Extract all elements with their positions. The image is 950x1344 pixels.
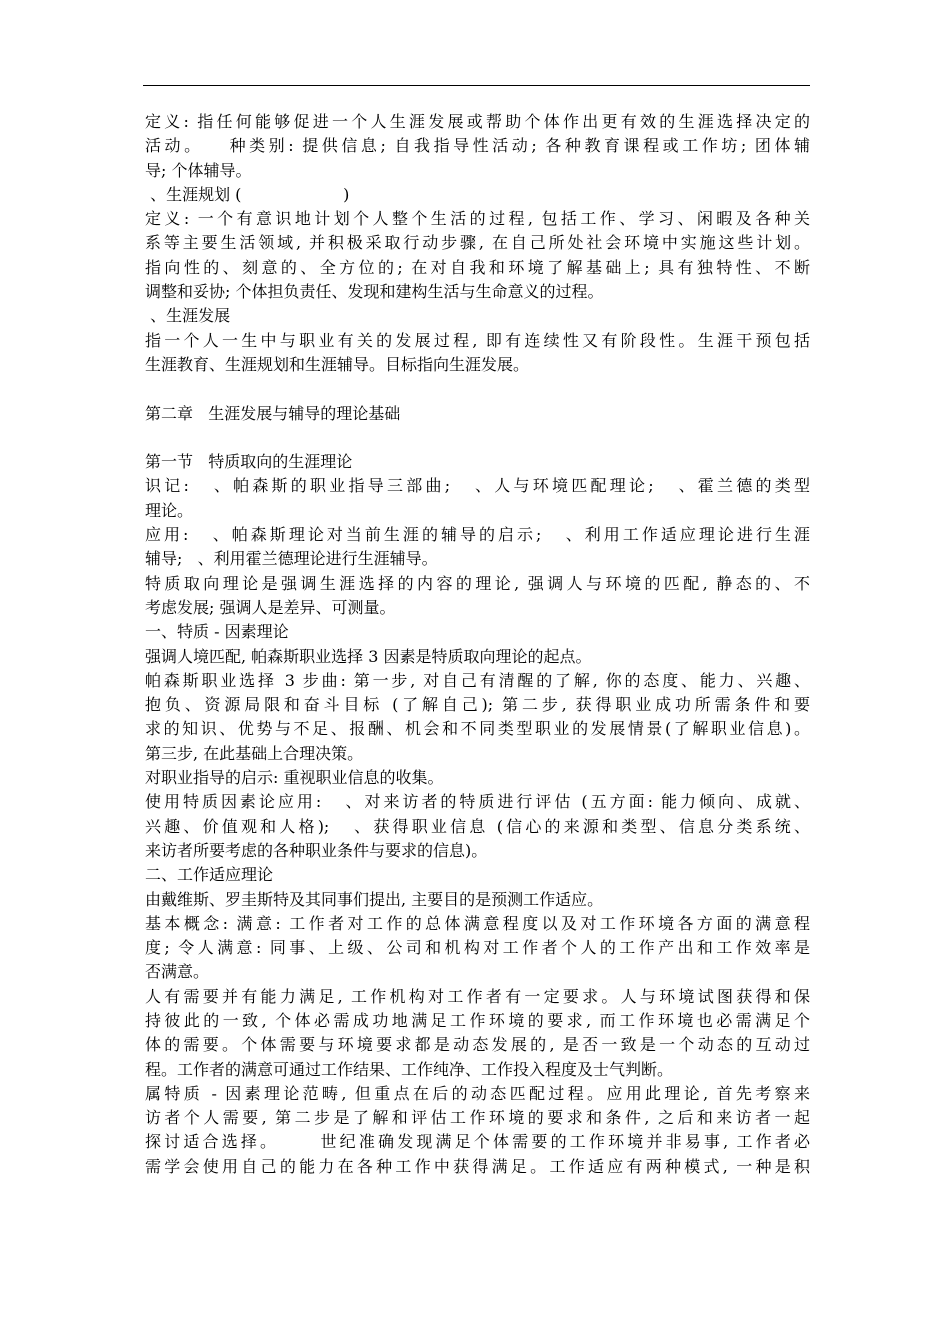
- text-line: 度; 令人满意: 同事、上级、公司和机构对工作者个人的工作产出和工作效率是: [145, 938, 810, 958]
- text-line: 特质取向理论是强调生涯选择的内容的理论, 强调人与环境的匹配, 静态的、不: [145, 573, 810, 593]
- text-line: 对职业指导的启示: 重视职业信息的收集。: [145, 768, 444, 788]
- text-line: 第一节 特质取向的生涯理论: [145, 452, 353, 472]
- text-line: 求的知识、优势与不足、报酬、机会和不同类型职业的发展情景(了解职业信息)。: [145, 719, 810, 739]
- text-line: 强调人境匹配, 帕森斯职业选择 3 因素是特质取向理论的起点。: [145, 646, 592, 666]
- text-line: 持彼此的一致, 个体必需成功地满足工作环境的要求, 而工作环境也必需满足个: [145, 1010, 810, 1030]
- text-line: 识记: 、帕森斯的职业指导三部曲; 、人与环境匹配理论; 、霍兰德的类型: [145, 476, 810, 496]
- text-line: 辅导; 、利用霍兰德理论进行生涯辅导。: [145, 549, 438, 569]
- text-line: 定义: 一个有意识地计划个人整个生活的过程, 包括工作、学习、闲暇及各种关: [145, 209, 810, 229]
- header-rule: [143, 85, 810, 86]
- text-line: 抱负、资源局限和奋斗目标 (了解自己); 第二步, 获得职业成功所需条件和要: [145, 695, 810, 715]
- document-body: [145, 110, 810, 1179]
- text-line: 理论。: [145, 500, 194, 520]
- text-line: 导; 个体辅导。: [145, 160, 252, 180]
- text-line: 考虑发展; 强调人是差异、可测量。: [145, 597, 396, 617]
- text-line: 探讨适合选择。 世纪准确发现满足个体需要的工作环境并非易事, 工作者必: [145, 1132, 810, 1152]
- text-line: 兴趣、价值观和人格); 、获得职业信息 (信心的来源和类型、信息分类系统、: [145, 816, 810, 836]
- text-line: 第三步, 在此基础上合理决策。: [145, 743, 364, 763]
- text-line: 体的需要。个体需要与环境要求都是动态发展的, 是否一致是一个动态的互动过: [145, 1035, 810, 1055]
- text-line: 二、工作适应理论: [145, 865, 274, 885]
- text-line: 需学会使用自己的能力在各种工作中获得满足。工作适应有两种模式, 一种是积: [145, 1156, 810, 1176]
- text-line: 生涯教育、生涯规划和生涯辅导。目标指向生涯发展。: [145, 354, 530, 374]
- text-line: 帕森斯职业选择 3 步曲: 第一步, 对自己有清醒的了解, 你的态度、能力、兴趣、: [145, 670, 810, 690]
- blank-line: [145, 377, 810, 401]
- text-line: 系等主要生活领域, 并积极采取行动步骤, 在自己所处社会环境中实施这些计划。: [145, 233, 810, 253]
- text-line: 调整和妥协; 个体担负责任、发现和建构生活与生命意义的过程。: [145, 282, 604, 302]
- text-line: 来访者所要考虑的各种职业条件与要求的信息)。: [145, 840, 488, 860]
- text-line: 活动。 种类别: 提供信息; 自我指导性活动; 各种教育课程或工作坊; 团体辅: [145, 136, 810, 156]
- text-line: 指一个人一生中与职业有关的发展过程, 即有连续性又有阶段性。生涯干预包括: [145, 330, 810, 350]
- text-line: 否满意。: [145, 962, 210, 982]
- text-line: 访者个人需要, 第二步是了解和评估工作环境的要求和条件, 之后和来访者一起: [145, 1108, 810, 1128]
- text-line: 、生涯发展: [145, 306, 231, 326]
- text-line: 基本概念: 满意: 工作者对工作的总体满意程度以及对工作环境各方面的满意程: [145, 913, 810, 933]
- text-line: 人有需要并有能力满足, 工作机构对工作者有一定要求。人与环境试图获得和保: [145, 986, 810, 1006]
- text-line: 属特质 - 因素理论范畴, 但重点在后的动态匹配过程。应用此理论, 首先考察来: [145, 1083, 810, 1103]
- text-line: 指向性的、刻意的、全方位的; 在对自我和环境了解基础上; 具有独特性、不断: [145, 257, 810, 277]
- text-line: 、生涯规划 ( ): [145, 184, 350, 204]
- text-line: 第二章 生涯发展与辅导的理论基础: [145, 403, 401, 423]
- blank-line: [145, 426, 810, 450]
- text-line: 由戴维斯、罗圭斯特及其同事们提出, 主要目的是预测工作适应。: [145, 889, 604, 909]
- text-line: 定义: 指任何能够促进一个人生涯发展或帮助个体作出更有效的生涯选择决定的: [145, 112, 810, 131]
- text-line: 应用: 、帕森斯理论对当前生涯的辅导的启示; 、利用工作适应理论进行生涯: [145, 525, 810, 545]
- text-line: 使用特质因素论应用: 、对来访者的特质进行评估 (五方面: 能力倾向、成就、: [145, 792, 810, 812]
- text-line: 一、特质 - 因素理论: [145, 622, 289, 642]
- text-line: 程。工作者的满意可通过工作结果、工作纯净、工作投入程度及士气判断。: [145, 1059, 674, 1079]
